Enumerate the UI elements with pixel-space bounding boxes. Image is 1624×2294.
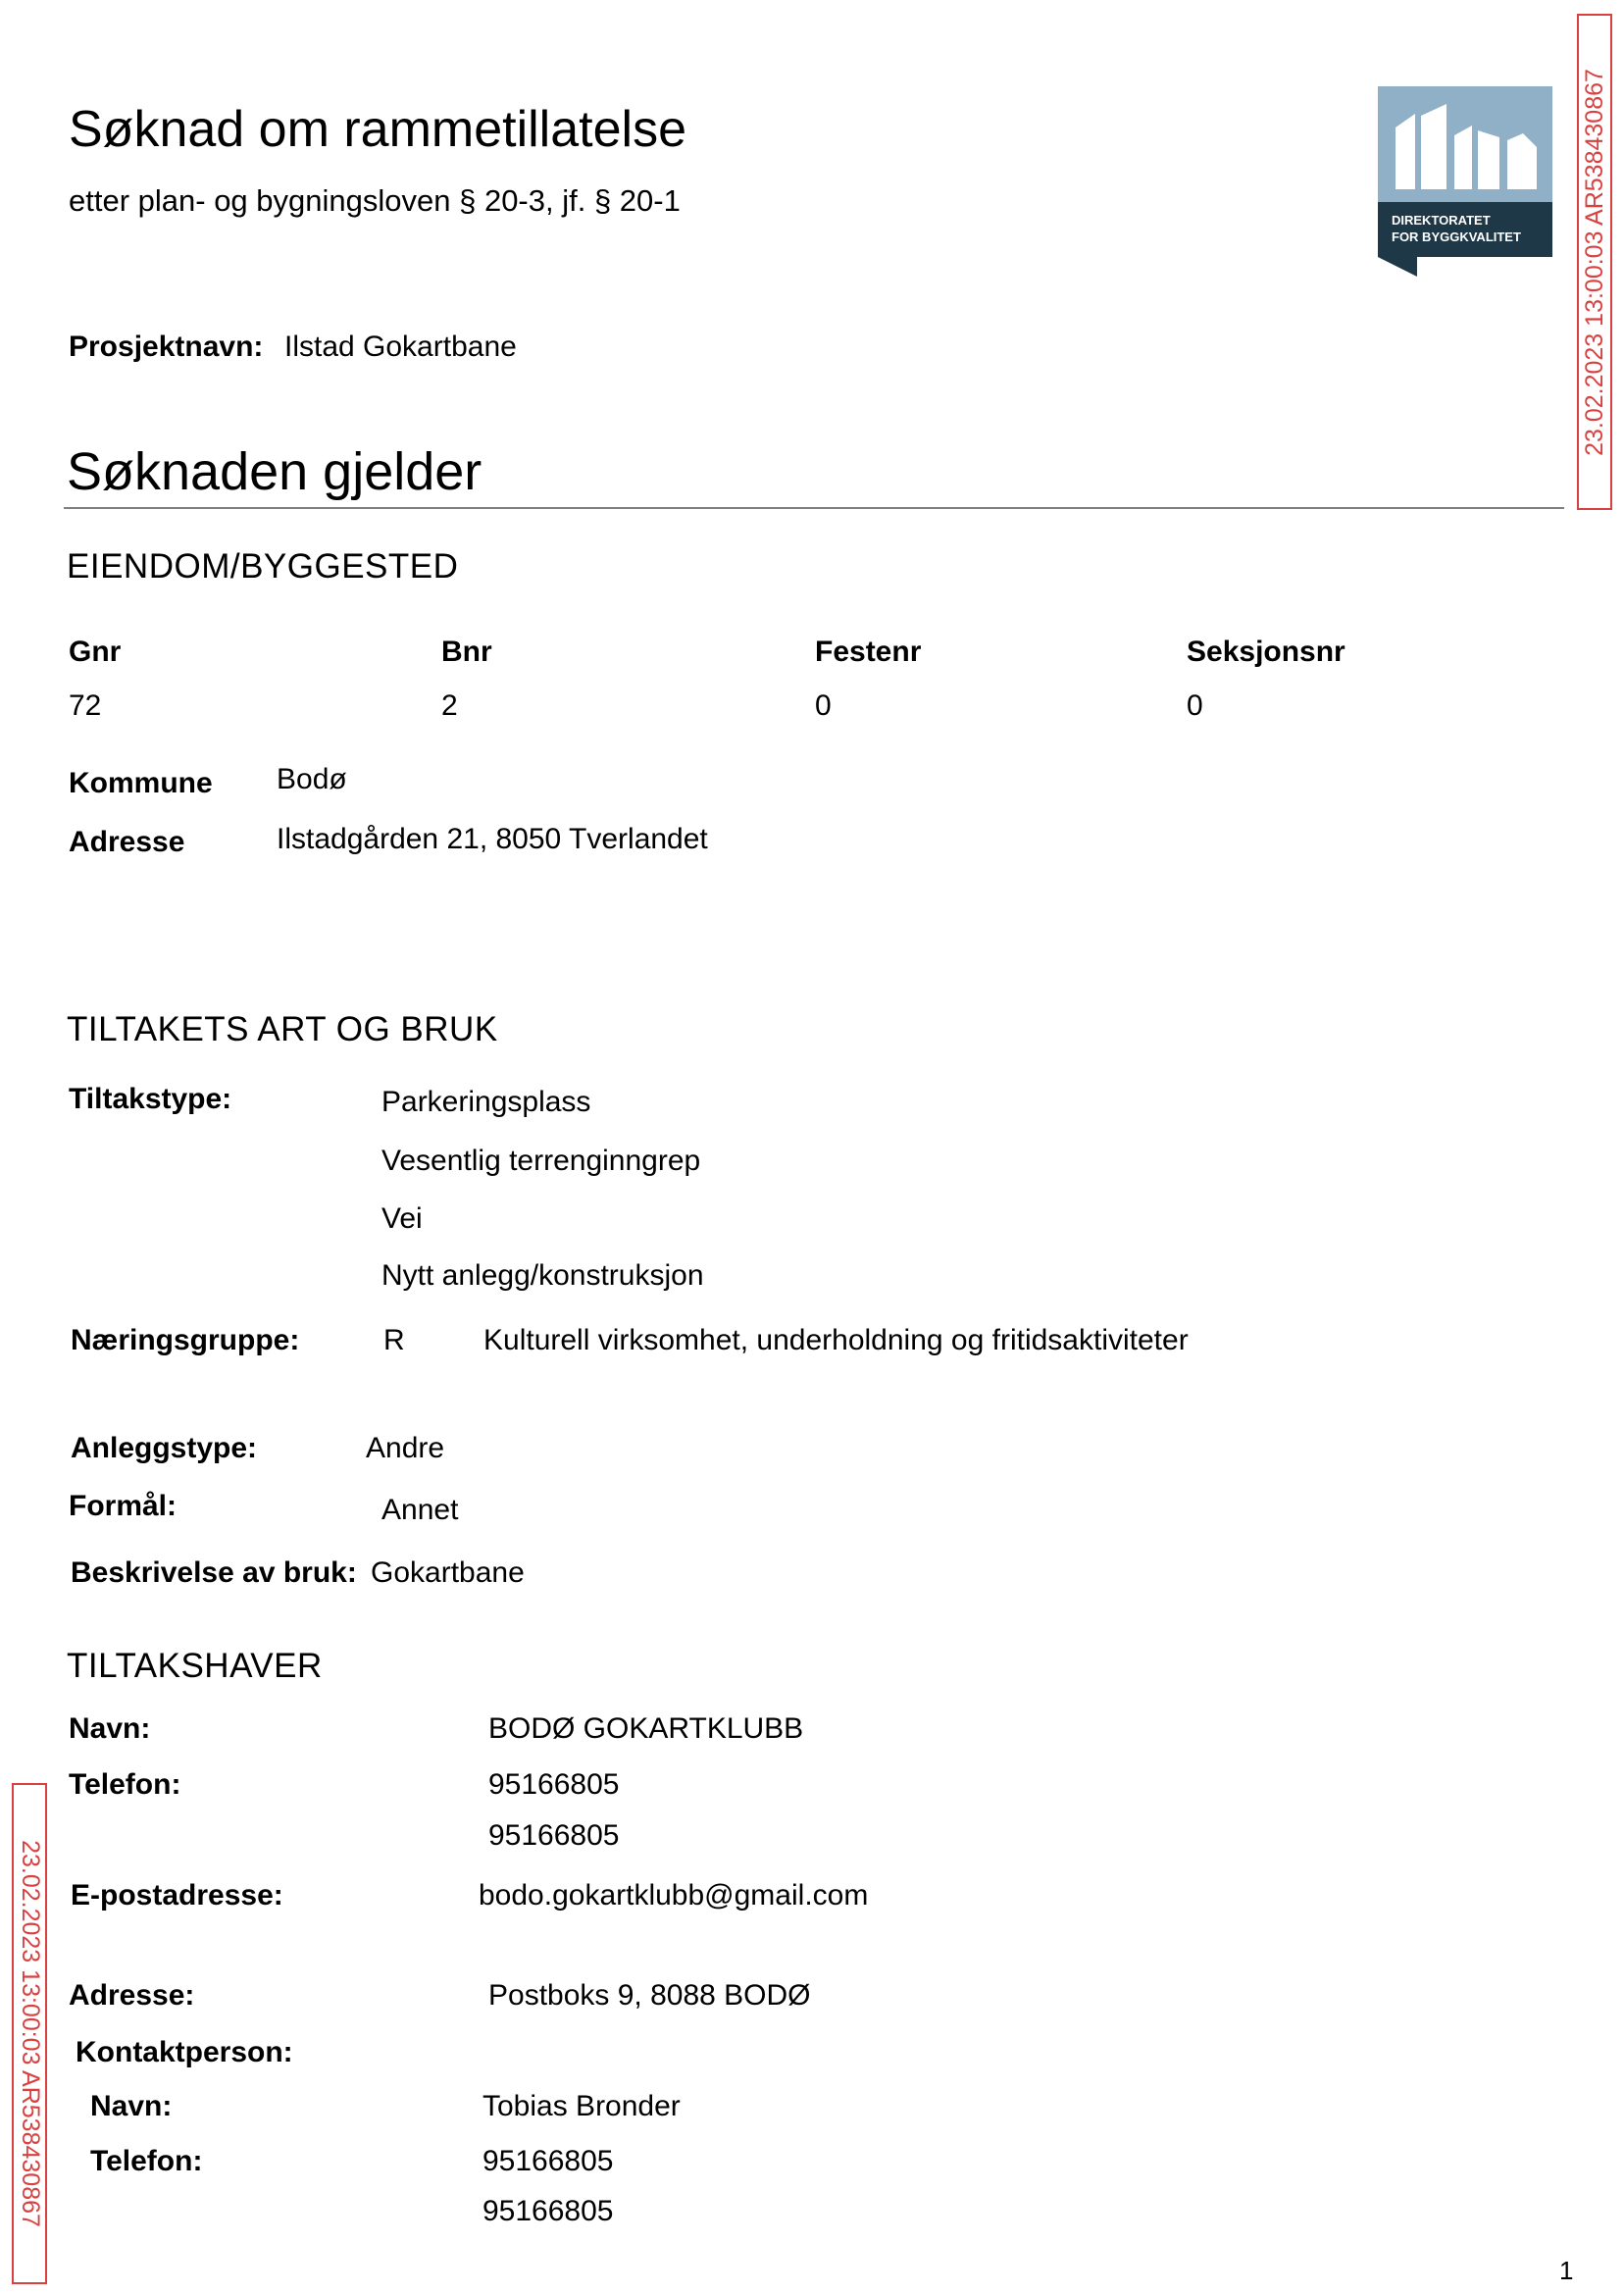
tiltakshaver-navn-value: BODØ GOKARTKLUBB [488,1712,804,1745]
kontakt-telefon-value: 95166805 [482,2145,614,2177]
gnr-label: Gnr [69,636,122,668]
logo-text-line2: FOR BYGGKVALITET [1392,229,1521,244]
kontaktperson-label: Kontaktperson: [76,2036,293,2068]
tiltakshaver-telefon-value: 95166805 [488,1768,620,1801]
tiltakshaver-telefon-value: 95166805 [488,1819,620,1852]
bnr-label: Bnr [441,636,492,668]
epost-label: E-postadresse: [71,1879,283,1912]
naeringsgruppe-code: R [383,1324,405,1356]
tiltakshaver-adresse-value: Postboks 9, 8088 BODØ [488,1979,811,2012]
tiltakstype-label: Tiltakstype: [69,1083,232,1115]
tiltakstype-item: Parkeringsplass [381,1086,591,1118]
tiltakstype-item: Vesentlig terrenginngrep [381,1145,701,1177]
tiltakshaver-navn-label: Navn: [69,1712,151,1745]
kontakt-telefon-value: 95166805 [482,2195,614,2227]
page-number: 1 [1559,2256,1574,2285]
dibk-logo [1378,86,1552,277]
beskrivelse-value: Gokartbane [371,1556,525,1589]
bnr-value: 2 [441,689,458,722]
project-name-label: Prosjektnavn: [69,331,264,363]
naeringsgruppe-label: Næringsgruppe: [71,1324,300,1356]
anleggstype-label: Anleggstype: [71,1432,258,1464]
project-name-value: Ilstad Gokartbane [284,331,517,363]
festenr-value: 0 [815,689,832,722]
tiltakstype-item: Nytt anlegg/konstruksjon [381,1259,704,1292]
kontakt-navn-label: Navn: [90,2090,173,2122]
kontakt-telefon-label: Telefon: [90,2145,203,2177]
adresse-label: Adresse [69,826,185,858]
naeringsgruppe-value: Kulturell virksomhet, underholdning og fritidsaktiviteter [483,1324,1189,1356]
tiltakstype-item: Vei [381,1202,423,1235]
tiltak-heading: TILTAKETS ART OG BRUK [67,1010,498,1048]
section-heading: Søknaden gjelder [67,442,482,501]
gnr-value: 72 [69,689,102,722]
archive-stamp-text: 23.02.2023 13:00:03 AR538430867 [1580,68,1608,456]
archive-stamp-text: 23.02.2023 13:00:03 AR538430867 [16,1840,44,2227]
formal-label: Formål: [69,1490,178,1522]
seksjonsnr-value: 0 [1187,689,1203,722]
kommune-value: Bodø [277,763,347,795]
logo-text-line1: DIREKTORATET [1392,213,1491,228]
document-subtitle: etter plan- og bygningsloven § 20-3, jf. § 20-1 [69,183,681,218]
tiltakshaver-heading: TILTAKSHAVER [67,1647,323,1685]
dibk-logo-icon [1378,86,1552,277]
section-divider [64,507,1564,509]
tiltakshaver-telefon-label: Telefon: [69,1768,181,1801]
document-title: Søknad om rammetillatelse [69,101,686,158]
kontakt-navn-value: Tobias Bronder [482,2090,681,2122]
anleggstype-value: Andre [366,1432,445,1464]
property-heading: EIENDOM/BYGGESTED [67,547,459,586]
epost-value: bodo.gokartklubb@gmail.com [479,1879,869,1912]
adresse-value: Ilstadgården 21, 8050 Tverlandet [277,823,708,855]
archive-stamp-right [1577,14,1612,510]
kommune-label: Kommune [69,767,213,799]
festenr-label: Festenr [815,636,922,668]
beskrivelse-label: Beskrivelse av bruk: [71,1556,357,1589]
seksjonsnr-label: Seksjonsnr [1187,636,1345,668]
tiltakshaver-adresse-label: Adresse: [69,1979,195,2012]
formal-value: Annet [381,1494,459,1526]
archive-stamp-left [12,1783,47,2284]
